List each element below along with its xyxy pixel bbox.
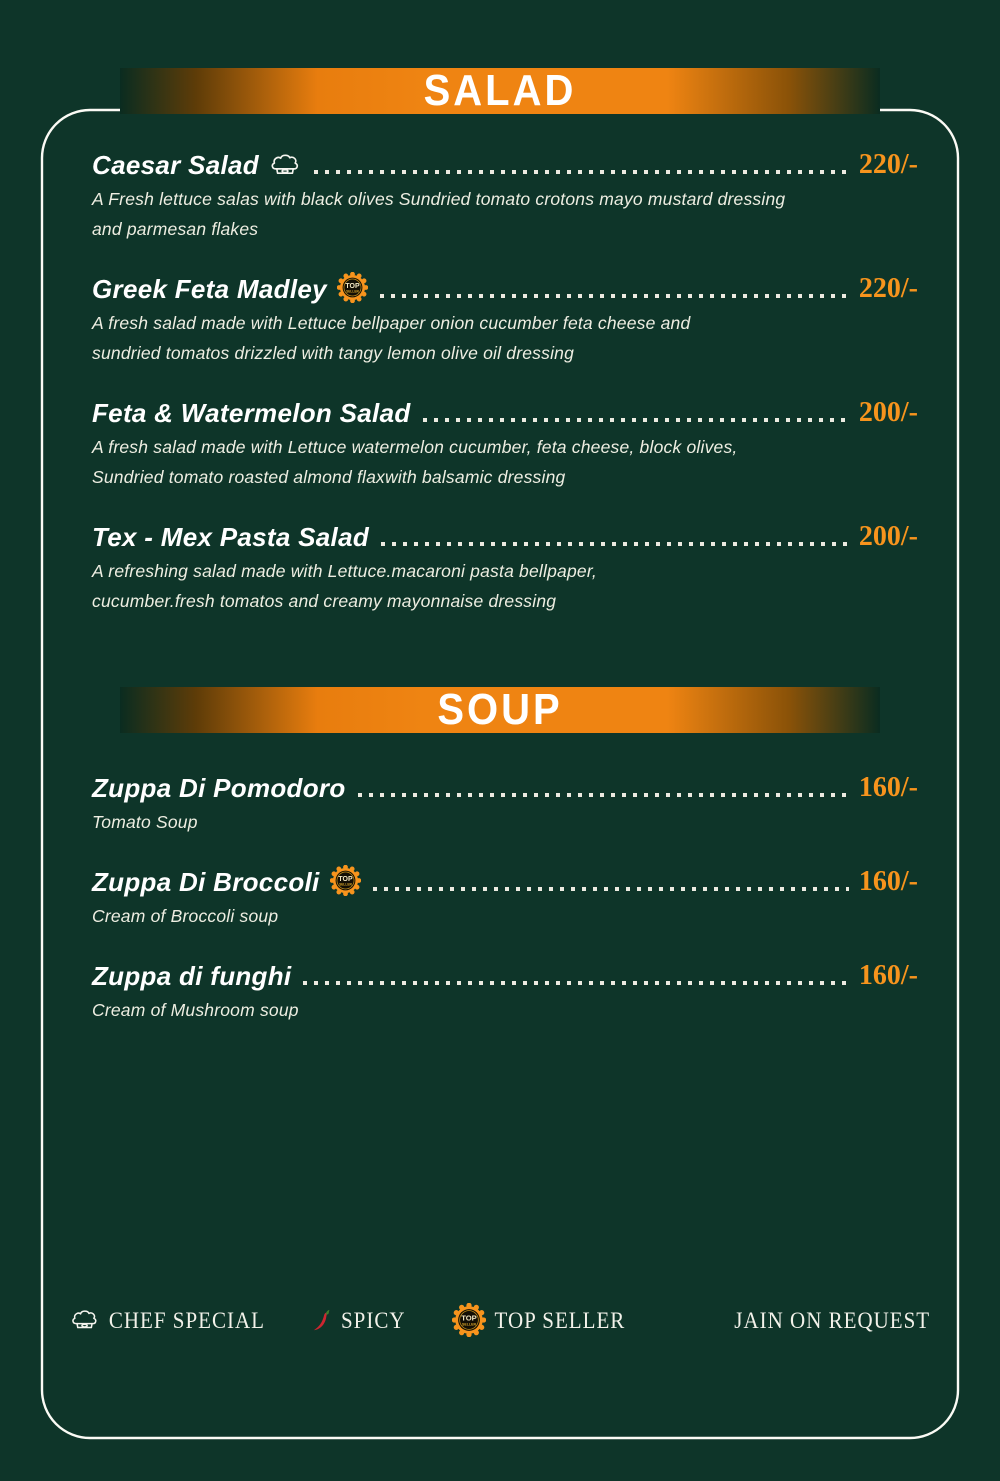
legend-top-seller — [452, 1303, 626, 1337]
dotted-leader — [314, 170, 849, 174]
menu-item-name: Caesar Salad — [92, 150, 259, 180]
menu-item-description — [92, 995, 918, 1025]
menu-item-description — [92, 807, 918, 837]
description-line: Tomato Soup — [92, 812, 198, 832]
legend-label: TOP SELLER — [494, 1306, 626, 1333]
menu-item-price: 220/- — [858, 273, 918, 304]
section-banner-salad — [120, 68, 880, 114]
menu-item-name: Tex - Mex Pasta Salad — [92, 522, 370, 552]
menu-item-price: 160/- — [858, 772, 918, 803]
menu-item-row — [92, 522, 918, 552]
legend-spicy — [311, 1308, 406, 1333]
description-line: Cream of Mushroom soup — [92, 1000, 299, 1020]
menu-item-price: 200/- — [858, 521, 918, 552]
chef-special-icon — [70, 1308, 100, 1333]
dotted-leader — [303, 981, 848, 985]
top-seller-icon — [330, 865, 361, 896]
dotted-leader — [373, 887, 849, 891]
menu-item-description — [92, 308, 918, 368]
legend-label: JAIN ON REQUEST — [734, 1306, 931, 1333]
section-banner-soup — [120, 687, 880, 733]
menu-item-zuppa-di-funghi — [92, 961, 918, 1025]
description-line: and parmesan flakes — [92, 219, 259, 239]
menu-item-description — [92, 556, 918, 616]
menu-item-description — [92, 184, 918, 244]
description-line: cucumber.fresh tomatos and creamy mayonnaise dressing — [92, 591, 557, 611]
menu-item-row — [92, 961, 918, 991]
menu-item-tex-mex-pasta-salad — [92, 522, 918, 616]
menu-item-zuppa-di-broccoli — [92, 867, 918, 931]
menu-item-feta-watermelon-salad — [92, 398, 918, 492]
top-seller-icon — [452, 1303, 486, 1337]
soup-items — [92, 773, 918, 1025]
menu-item-row — [92, 150, 918, 180]
menu-item-zuppa-di-pomodoro — [92, 773, 918, 837]
top-seller-icon — [337, 272, 368, 303]
dotted-leader — [358, 793, 849, 797]
menu-item-row — [92, 773, 918, 803]
menu-item-name: Zuppa Di Pomodoro — [92, 773, 346, 803]
dotted-leader — [380, 294, 849, 298]
chef-special-icon — [269, 152, 302, 179]
spicy-icon — [311, 1308, 332, 1333]
menu-item-row — [92, 867, 918, 897]
menu-item-name: Zuppa Di Broccoli — [92, 867, 320, 897]
menu-item-price: 160/- — [858, 866, 918, 897]
description-line: Sundried tomato roasted almond flaxwith balsamic dressing — [92, 467, 566, 487]
menu-item-greek-feta-madley — [92, 274, 918, 368]
menu-item-description — [92, 901, 918, 931]
dotted-leader — [423, 418, 849, 422]
legend-bar — [0, 1303, 1000, 1337]
menu-item-row — [92, 274, 918, 304]
menu-item-price: 220/- — [858, 149, 918, 180]
section-title: SOUP — [437, 686, 563, 734]
menu-item-price: 160/- — [858, 960, 918, 991]
salad-items — [92, 150, 918, 616]
description-line: A fresh salad made with Lettuce watermelon cucumber, feta cheese, block olives, — [92, 437, 738, 457]
description-line: A fresh salad made with Lettuce bellpaper onion cucumber feta cheese and — [92, 313, 691, 333]
description-line: Cream of Broccoli soup — [92, 906, 279, 926]
description-line: A Fresh lettuce salas with black olives Sundried tomato crotons mayo mustard dressing — [92, 189, 786, 209]
section-title: SALAD — [423, 67, 577, 115]
menu-item-name: Zuppa di funghi — [92, 961, 292, 991]
description-line: sundried tomatos drizzled with tangy lemon olive oil dressing — [92, 343, 575, 363]
menu-item-description — [92, 432, 918, 492]
legend-label: CHEF SPECIAL — [108, 1306, 265, 1333]
menu-item-price: 200/- — [858, 397, 918, 428]
menu-item-name: Greek Feta Madley — [92, 274, 327, 304]
dotted-leader — [381, 542, 849, 546]
description-line: A refreshing salad made with Lettuce.macaroni pasta bellpaper, — [92, 561, 597, 581]
menu-item-caesar-salad — [92, 150, 918, 244]
legend-chef-special — [70, 1308, 265, 1333]
menu-item-row — [92, 398, 918, 428]
legend-label: SPICY — [340, 1306, 406, 1333]
menu-item-name: Feta & Watermelon Salad — [92, 398, 411, 428]
legend-jain-on-request — [725, 1308, 930, 1333]
